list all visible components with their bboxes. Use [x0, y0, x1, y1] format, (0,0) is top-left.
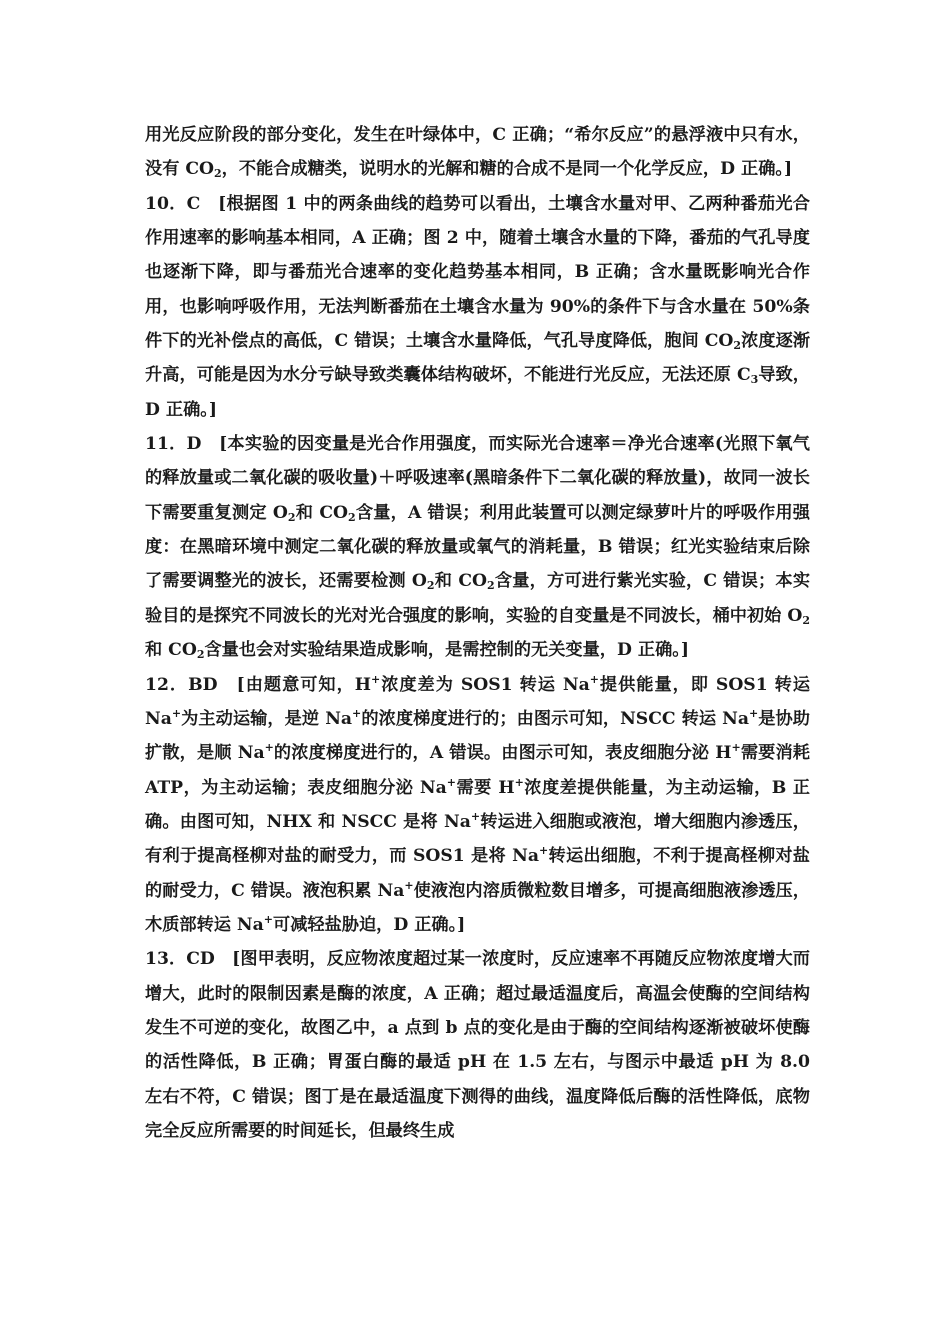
paragraph-question-10	[145, 187, 810, 427]
text-run: 和 CO	[434, 571, 487, 592]
subscript: 2	[733, 339, 742, 353]
paragraph-intro	[145, 118, 810, 187]
superscript: +	[731, 741, 741, 755]
text-run: 是协助扩散，是顺 Na	[145, 708, 810, 764]
superscript: +	[589, 672, 599, 686]
text-run: 可减轻盐胁迫，D 正确。]	[273, 914, 466, 935]
superscript: +	[749, 706, 759, 720]
paragraph-question-12	[145, 668, 810, 943]
text-run: 转运进入细胞或液泡，增大细胞内渗透压，有利于提高柽柳对盐的耐受力，而 SOS1 是将 Na	[145, 811, 810, 867]
superscript: +	[470, 809, 481, 823]
subscript: 3	[750, 373, 759, 387]
text-run: 需要 H	[455, 777, 515, 798]
text-run: 含量，方可进行紫光实验，C 错误；本实验目的是探究不同波长的光对光合强度的影响，实验的自变量是不同波长，桶中初始 O	[145, 571, 811, 626]
text-run: 12．BD [由题意可知，H	[145, 674, 372, 695]
superscript: +	[404, 878, 414, 892]
text-run: 和 CO	[145, 640, 197, 661]
text-run: 的浓度梯度进行的，A 错误。由图示可知，表皮细胞分泌 H	[273, 743, 732, 764]
text-run: 使液泡内溶质微粒数目增多，可提高细胞液渗透压，木质部转运 Na	[145, 880, 810, 935]
text-run: 浓度差提供能量，为主动运输，B 正确。由图可知，NHX 和 NSCC 是将 Na	[145, 777, 810, 832]
text-run: 浓度差为 SOS1 转运 Na	[380, 674, 590, 695]
text-run: 转运出细胞，不利于提高柽柳对盐的耐受力，C 错误。液泡积累 Na	[145, 846, 810, 901]
text-run: 含量，A 错误；利用此装置可以测定绿萝叶片的呼吸作用强度：在黑暗环境中测定二氧化碳的释放量或氧气的消耗量，B 错误；红光实验结束后除了需要调整光的波长，还需要检测 O	[145, 502, 810, 592]
text-run: 10．C [根据图 1 中的两条曲线的趋势可以看出，土壤含水量对甲、乙两种番茄光合作用速率的影响基本相同，A 正确；图 2 中，随着土壤含水量的下降，番茄的气孔导度也逐渐下降，即与番茄光合速率的变化趋势基本相同，B 正确；含水量既影响光合作用，也影响呼吸作用，无法判断番茄在土壤含水量为 90%的条件下与含水量在 50%条件下的光补偿点的高低，C 错误；土壤含水量降低，气孔导度降低，胞间 CO	[145, 193, 810, 352]
subscript: 2	[196, 648, 205, 662]
subscript: 2	[287, 510, 296, 524]
paragraph-question-11	[145, 427, 810, 667]
text-run: 需要消耗 ATP，为主动运输；表皮细胞分泌 Na	[145, 743, 810, 798]
text-run: 为主动运输，是逆 Na	[181, 708, 353, 729]
superscript: +	[514, 775, 524, 789]
text-run: 用光反应阶段的部分变化，发生在叶绿体中，C 正确；“希尔反应”的悬浮液中只有水，没有 CO	[145, 125, 810, 180]
superscript: +	[539, 844, 549, 858]
text-run: 11．D [本实验的因变量是光合作用强度，而实际光合速率＝净光合速率(光照下氧气的释放量或二氧化碳的吸收量)＋呼吸速率(黑暗条件下二氧化碳的释放量)，故同一波长下需要重复测定 O	[145, 434, 810, 523]
subscript: 2	[348, 510, 356, 524]
text-run: 导致，D 正确。]	[145, 365, 810, 420]
superscript: +	[371, 672, 381, 686]
paragraph-question-13	[145, 942, 810, 1148]
text-run: 和 CO	[295, 502, 348, 523]
subscript: 2	[214, 167, 222, 181]
subscript: 2	[426, 579, 435, 593]
superscript: +	[352, 706, 362, 720]
answer-explanation-page	[145, 118, 810, 1148]
superscript: +	[171, 706, 182, 720]
text-run: ，不能合成糖类，说明水的光解和糖的合成不是同一个化学反应，D 正确。]	[221, 159, 793, 180]
text-run: 的浓度梯度进行的；由图示可知，NSCC 转运 Na	[361, 708, 750, 729]
superscript: +	[263, 912, 273, 926]
subscript: 2	[802, 613, 810, 627]
subscript: 2	[486, 579, 495, 593]
text-run: 提供能量，即 SOS1 转运 Na	[145, 674, 810, 729]
superscript: +	[264, 741, 274, 755]
superscript: +	[446, 775, 456, 789]
text-run: 含量也会对实验结果造成影响，是需控制的无关变量，D 正确。]	[204, 640, 689, 661]
text-run: 13．CD [图甲表明，反应物浓度超过某一浓度时，反应速率不再随反应物浓度增大而增大，此时的限制因素是酶的浓度，A 正确；超过最适温度后，高温会使酶的空间结构发生不可逆的变化，故图乙中，a 点到 b 点的变化是由于酶的空间结构逐渐被破坏使酶的活性降低，B 正确；胃蛋白酶的最适 pH 在 1.5 左右，与图示中最适 pH 为 8.0 左右不符，C 错误；图丁是在最适温度下测得的曲线，温度降低后酶的活性降低，底物完全反应所需要的时间延长，但最终生成	[145, 949, 810, 1141]
text-run: 浓度逐渐升高，可能是因为水分亏缺导致类囊体结构破坏，不能进行光反应，无法还原 C	[145, 331, 810, 386]
